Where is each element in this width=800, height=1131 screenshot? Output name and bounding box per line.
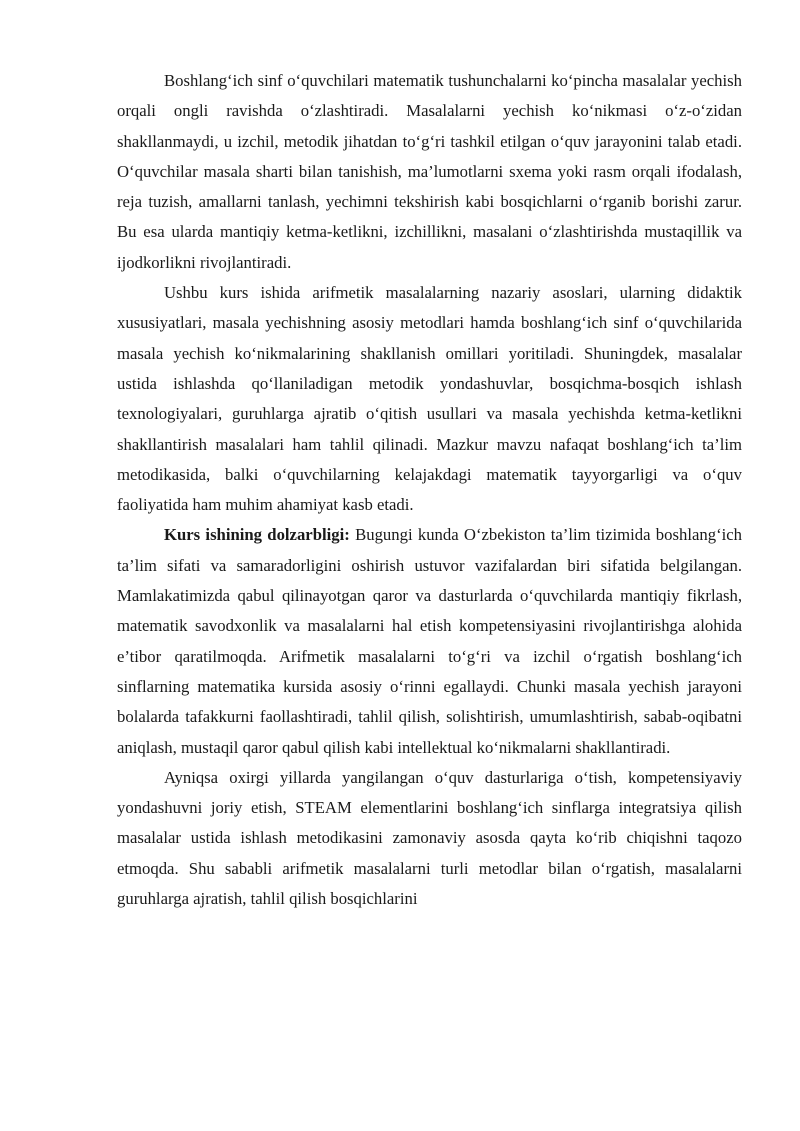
paragraph-intro: Boshlang‘ich sinf o‘quvchilari matematik tushunchalarni ko‘pincha masalalar yechish orqali ongli ravishda o‘zlashtiradi. Masalalarni yechish ko‘nikmasi o‘z-o‘zidan shakllanmaydi, u izchil, metodik jihatdan to‘g‘ri tashkil etilgan o‘quv jarayonini talab etadi. O‘quvchilar masala sharti bilan tanishish, ma’lumotlarni sxema yoki rasm orqali ifodalash, reja tuzish, amallarni tanlash, yechimni tekshirish kabi bosqichlarni o‘rganib borishi zarur. Bu esa ularda mantiqiy ketma-ketlikni, izchillikni, masalani o‘zlashtirishda mustaqillik va ijodkorlikni rivojlantiradi. (117, 71, 742, 272)
relevance-text: Bugungi kunda O‘zbekiston ta’lim tizimida boshlang‘ich ta’lim sifati va samaradorligini oshirish ustuvor vazifalardan biri sifatida belgilangan. Mamlakatimizda qabul qilinayotgan qaror va dasturlarda o‘quvchilarda mantiqiy fikrlash, matematik savodxonlik va masalalarni hal etish kompetensiyasini rivojlantirishga alohida e’tibor qaratilmoqda. Arifmetik masalalarni to‘g‘ri va izchil o‘rgatish boshlang‘ich sinflarning matematika kursida asosiy o‘rinni egallaydi. Chunki masala yechish jarayoni bolalarda tafakkurni faollashtiradi, tahlil qilish, solishtirish, umumlashtirish, sabab-oqibatni aniqlash, mustaqil qaror qabul qilish kabi intellektual ko‘nikmalarni shakllantiradi. (117, 525, 743, 757)
paragraph-relevance (117, 520, 742, 762)
relevance-heading: Kurs ishining dolzarbligi: (164, 525, 350, 545)
paragraph-recent-years: Ayniqsa oxirgi yillarda yangilangan o‘quv dasturlariga o‘tish, kompetensiyaviy yondashuvni joriy etish, STEAM elementlarini boshlang‘ich sinflarga integratsiya qilish masalalar ustida ishlash metodikasini zamonaviy asosda qayta ko‘rib chiqishni taqozo etmoqda. Shu sababli arifmetik masalalarni turli metodlar bilan o‘rgatish, masalalarni guruhlarga ajratish, tahlil qilish bosqichlarini (117, 767, 742, 909)
paragraph-course-overview: Ushbu kurs ishida arifmetik masalalarning nazariy asoslari, ularning didaktik xususiyatlari, masala yechishning asosiy metodlari hamda boshlang‘ich sinf o‘quvchilarida masala yechish ko‘nikmalarining shakllanish omillari yoritiladi. Shuningdek, masalalar ustida ishlashda qo‘llaniladigan metodik yondashuvlar, bosqichma-bosqich ishlash texnologiyalari, guruhlarga ajratib o‘qitish usullari va masala yechishda ketma-ketlikni shakllantirish masalalari ham tahlil qilinadi. Mazkur mavzu nafaqat boshlang‘ich ta’lim metodikasida, balki o‘quvchilarning kelajakdagi matematik tayyorgarligi va o‘quv faoliyatida ham muhim ahamiyat kasb etadi. (117, 283, 742, 515)
